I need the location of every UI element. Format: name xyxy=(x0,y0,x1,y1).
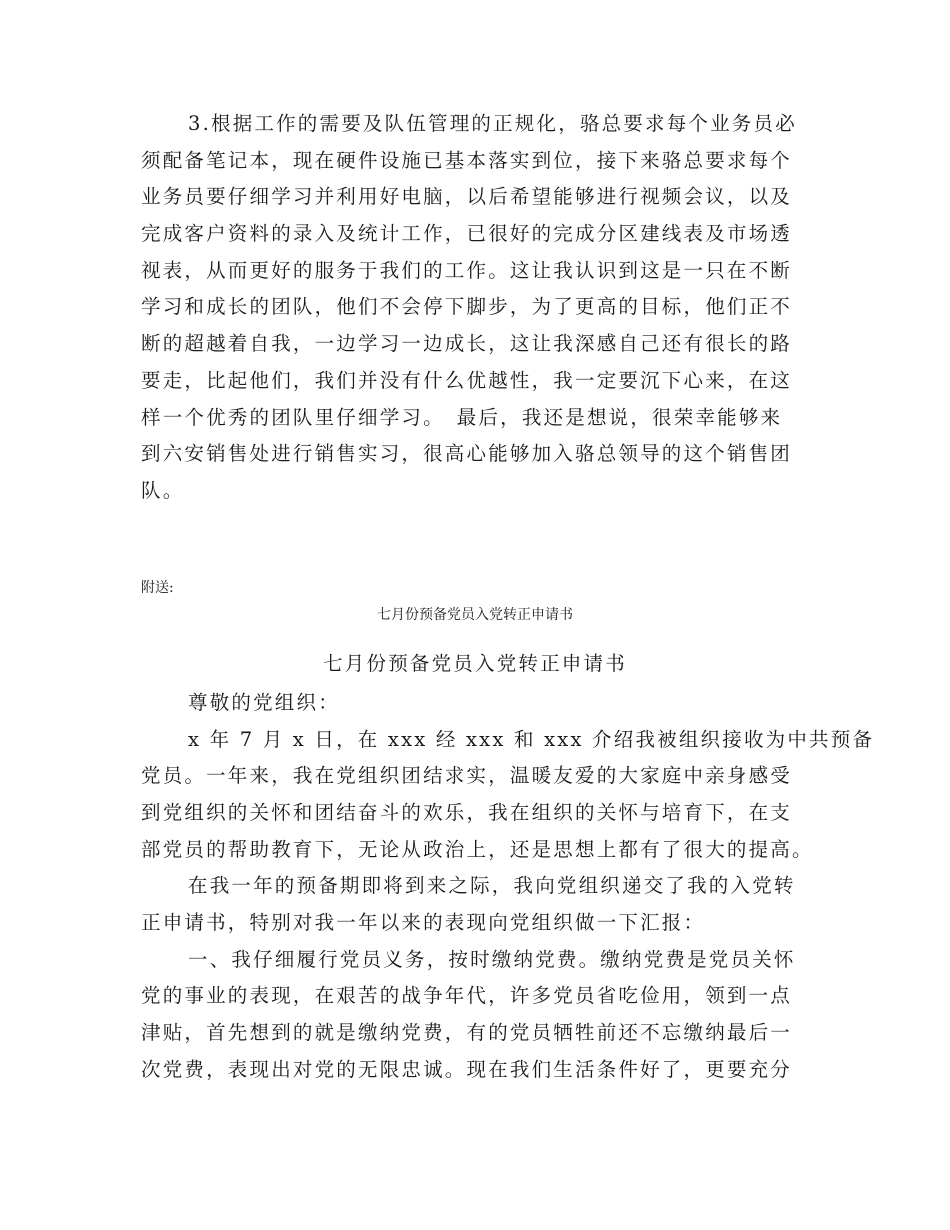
section1-line-5: 视表，从而更好的服务于我们的工作。这让我认识到这是一只在不断 xyxy=(141,259,793,282)
section1-line-9: 样一个优秀的团队里仔细学习。 最后，我还是想说，很荣幸能够来 xyxy=(141,406,783,429)
para2-line-2: 正申请书，特别对我一年以来的表现向党组织做一下汇报： xyxy=(141,911,706,934)
section1-line-8: 要走，比起他们，我们并没有什么优越性，我一定要沉下心来，在这 xyxy=(141,369,793,392)
para3-line-2: 党的事业的表现，在艰苦的战争年代，许多党员省吃俭用，领到一点 xyxy=(141,984,793,1007)
section1-line-10: 到六安销售处进行销售实习，很高心能够加入骆总领导的这个销售团 xyxy=(141,442,793,465)
para2-line-1: 在我一年的预备期即将到来之际，我向党组织递交了我的入党转 xyxy=(188,874,796,897)
document-title: 七月份预备党员入党转正申请书 xyxy=(323,652,627,675)
section1-line-1: 3.根据工作的需要及队伍管理的正规化，骆总要求每个业务员必 xyxy=(188,112,797,135)
para3-line-1: 一、我仔细履行党员义务，按时缴纳党费。缴纳党费是党员关怀 xyxy=(188,948,796,971)
para1-line-1: x 年 7 月 x 日，在 xxx 经 xxx 和 xxx 介绍我被组织接收为中共预备 xyxy=(188,728,875,751)
section1-line-6: 学习和成长的团队，他们不会停下脚步，为了更高的目标，他们正不 xyxy=(141,295,793,318)
para3-line-3: 津贴，首先想到的就是缴纳党费，有的党员牺牲前还不忘缴纳最后一 xyxy=(141,1021,793,1044)
section1-line-3: 业务员要仔细学习并利用好电脑，以后希望能够进行视频会议，以及 xyxy=(141,185,793,208)
salutation: 尊敬的党组织： xyxy=(188,691,340,714)
para1-line-4: 部党员的帮助教育下，无论从政治上，还是思想上都有了很大的提高。 xyxy=(141,838,814,861)
para3-line-4: 次党费，表现出对党的无限忠诚。现在我们生活条件好了，更要充分 xyxy=(141,1058,793,1081)
appendix-small-title: 七月份预备党员入党转正申请书 xyxy=(377,607,573,623)
para1-line-3: 到党组织的关怀和团结奋斗的欢乐，我在组织的关怀与培育下，在支 xyxy=(141,801,793,824)
para1-line-2: 党员。一年来，我在党组织团结求实，温暖友爱的大家庭中亲身感受 xyxy=(141,764,793,787)
section1-line-11: 队。 xyxy=(141,479,185,502)
section1-line-7: 断的超越着自我，一边学习一边成长，这让我深感自己还有很长的路 xyxy=(141,332,793,355)
appendix-label: 附送: xyxy=(141,580,174,596)
section1-line-2: 须配备笔记本，现在硬件设施已基本落实到位，接下来骆总要求每个 xyxy=(141,149,793,172)
section1-line-4: 完成客户资料的录入及统计工作，已很好的完成分区建线表及市场透 xyxy=(141,222,793,245)
